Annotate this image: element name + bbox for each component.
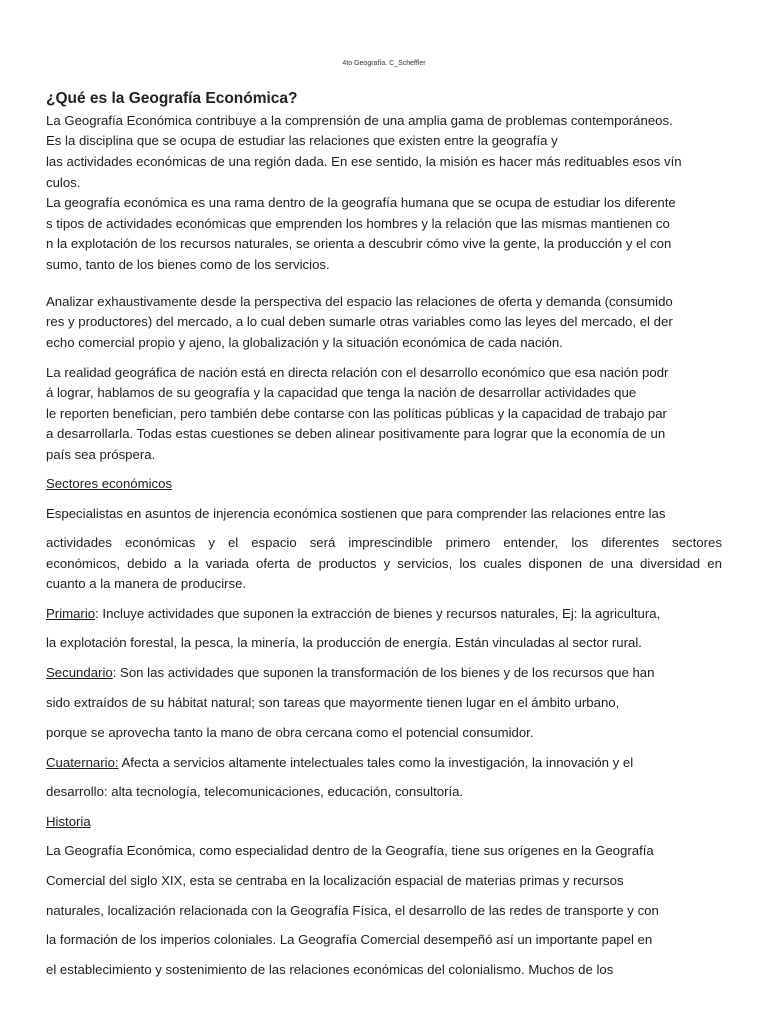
word: actividades xyxy=(46,535,112,550)
section-label: Secundario xyxy=(46,665,113,680)
text-line: Analizar exhaustivamente desde la perspectiva del espacio las relaciones de oferta y demanda (consumido xyxy=(46,294,673,309)
text-line: la explotación forestal, la pesca, la minería, la producción de energía. Están vinculadas al sector rural. xyxy=(46,635,642,650)
text-line: Comercial del siglo XIX, esta se centraba en la localización espacial de materias primas y recursos xyxy=(46,873,624,888)
text-line: naturales, localización relacionada con la Geografía Física, el desarrollo de las redes de transporte y con xyxy=(46,903,659,918)
text-line: Es la disciplina que se ocupa de estudiar las relaciones que existen entre la geografía y xyxy=(46,133,558,148)
word: la xyxy=(188,556,199,571)
word: imprescindible xyxy=(348,535,433,550)
text-line: echo comercial propio y ajeno, la globalización y la situación económica de cada nación. xyxy=(46,335,563,350)
text-line: n la explotación de los recursos naturales, se orienta a descubrir cómo vive la gente, la producción y el con xyxy=(46,236,672,251)
word: diferentes xyxy=(601,535,660,550)
text-line: cuanto a la manera de producirse. xyxy=(46,576,247,591)
word: sectores xyxy=(672,535,722,550)
word: los xyxy=(571,535,589,550)
word: disponen xyxy=(528,556,583,571)
word: productos xyxy=(318,556,377,571)
text-line xyxy=(46,534,722,552)
word: de xyxy=(589,556,604,571)
text-line: s tipos de actividades económicas que emprenden los hombres y la relación que las mismas mantienen co xyxy=(46,216,670,231)
text-line: La geografía económica es una rama dentro de la geografía humana que se ocupa de estudiar los diferente xyxy=(46,195,676,210)
text-line: a desarrollarla. Todas estas cuestiones se deben alinear positivamente para lograr que la economía de un xyxy=(46,426,666,441)
word: y xyxy=(383,556,391,571)
text-line xyxy=(46,555,722,573)
section-text: : Son las actividades que suponen la transformación de los bienes y de los recursos que han xyxy=(112,665,655,680)
text-line: las actividades económicas de una región dada. En ese sentido, la misión es hacer más redituables esos vín xyxy=(46,154,682,169)
section-heading: Sectores económicos xyxy=(46,476,173,491)
text-line xyxy=(46,664,654,682)
word: en xyxy=(707,556,722,571)
text-line: La realidad geográfica de nación está en directa relación con el desarrollo económico que esa nación podr xyxy=(46,365,669,380)
section-text: Afecta a servicios altamente intelectuales tales como la investigación, la innovación y el xyxy=(118,755,634,770)
word: una xyxy=(610,556,633,571)
text-line: desarrollo: alta tecnología, telecomunicaciones, educación, consultoría. xyxy=(46,784,464,799)
word: y xyxy=(208,535,215,550)
word: servicios, xyxy=(397,556,453,571)
word: económicos, xyxy=(46,556,121,571)
text-line: La Geografía Económica, como especialidad dentro de la Geografía, tiene sus orígenes en la Geografía xyxy=(46,843,654,858)
text-line: el establecimiento y sostenimiento de las relaciones económicas del colonialismo. Muchos de los xyxy=(46,962,614,977)
word: económicas xyxy=(124,535,196,550)
section-heading: Historia xyxy=(46,814,91,829)
text-line: sumo, tanto de los bienes como de los servicios. xyxy=(46,257,330,272)
word: diversidad xyxy=(640,556,701,571)
page-header: 4to Geografía. C_Scheffler xyxy=(342,60,426,67)
text-line xyxy=(46,754,633,772)
text-line: culos. xyxy=(46,175,81,190)
word: a xyxy=(173,556,182,571)
text-line: sido extraídos de su hábitat natural; son tareas que mayormente tienen lugar en el ámbito urbano, xyxy=(46,695,620,710)
text-line: res y productores) del mercado, a lo cual deben sumarle otras variables como las leyes del mercado, el der xyxy=(46,314,673,329)
text-line: le reporten benefician, pero también debe contarse con las políticas públicas y la capacidad de trabajo par xyxy=(46,406,667,421)
text-line: á lograr, hablamos de su geografía y la capacidad que tenga la nación de desarrollar actividades que xyxy=(46,385,637,400)
section-label: Cuaternario: xyxy=(46,755,119,770)
text-line: país sea próspera. xyxy=(46,447,156,462)
word: primero xyxy=(445,535,491,550)
text-line: La Geografía Económica contribuye a la comprensión de una amplia gama de problemas contemporáneos. xyxy=(46,113,673,128)
text-line: la formación de los imperios coloniales. La Geografía Comercial desempeñó así un importante papel en xyxy=(46,932,653,947)
word: debido xyxy=(127,556,167,571)
word: los xyxy=(459,556,477,571)
section-label: Primario xyxy=(46,606,96,621)
word: el xyxy=(227,535,239,550)
word: entender, xyxy=(503,535,559,550)
word: espacio xyxy=(251,535,297,550)
page-title: ¿Qué es la Geografía Económica? xyxy=(46,90,298,107)
word: variada xyxy=(205,556,249,571)
word: oferta xyxy=(256,556,290,571)
word: será xyxy=(309,535,336,550)
text-line: porque se aprovecha tanto la mano de obra cercana como el potencial consumidor. xyxy=(46,725,534,740)
section-text: : Incluye actividades que suponen la extracción de bienes y recursos naturales, Ej: la agricultura, xyxy=(95,606,661,621)
text-line xyxy=(46,605,660,623)
word: cuales xyxy=(483,556,522,571)
text-line: Especialistas en asuntos de injerencia económica sostienen que para comprender las relaciones entre las xyxy=(46,506,666,521)
word: de xyxy=(296,556,312,571)
